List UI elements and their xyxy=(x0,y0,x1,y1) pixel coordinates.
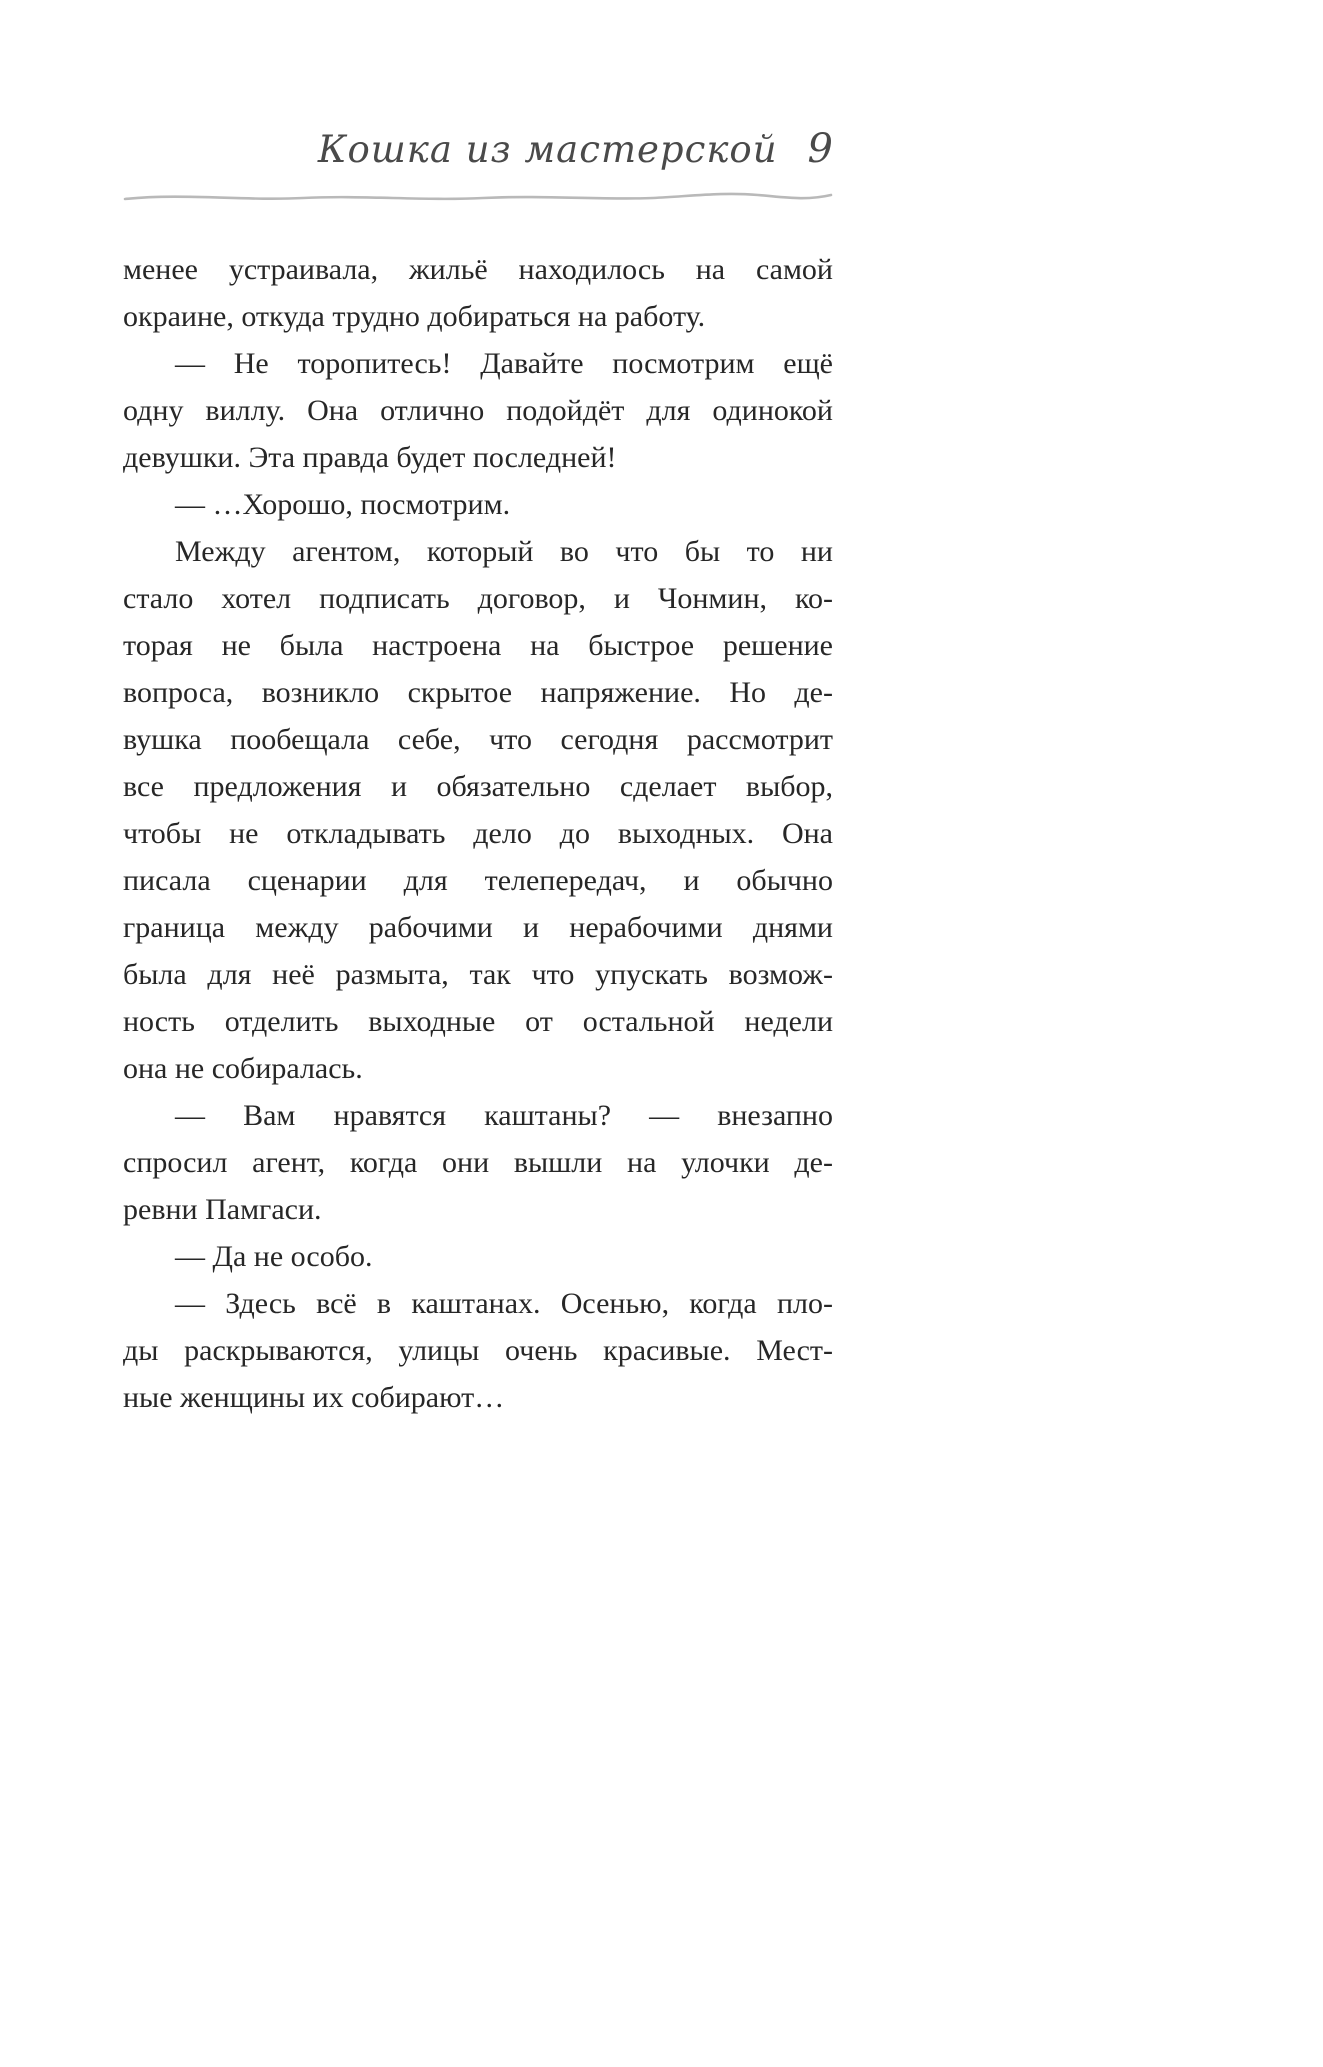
text-line: была для неё размыта, так что упускать возмож- xyxy=(123,958,833,991)
page-header xyxy=(123,126,833,172)
paragraph xyxy=(123,528,833,1092)
text-line: одну виллу. Она отлично подойдёт для одинокой xyxy=(123,394,833,427)
text-line: граница между рабочими и нерабочими днями xyxy=(123,911,833,944)
text-line: — Здесь всё в каштанах. Осенью, когда пло- xyxy=(175,1287,833,1320)
body-text xyxy=(123,246,833,1421)
text-line: вопроса, возникло скрытое напряжение. Но де- xyxy=(123,676,833,709)
text-line: стало хотел подписать договор, и Чонмин, ко- xyxy=(123,582,833,615)
text-line: — Вам нравятся каштаны? — внезапно xyxy=(175,1099,833,1132)
text-line: — Не торопитесь! Давайте посмотрим ещё xyxy=(175,347,833,380)
text-line: вушка пообещала себе, что сегодня рассмотрит xyxy=(123,723,833,756)
page-number: 9 xyxy=(807,126,833,172)
text-line: ды раскрываются, улицы очень красивые. Мест- xyxy=(123,1334,833,1367)
text-line: Между агентом, который во что бы то ни xyxy=(175,535,833,568)
paragraph xyxy=(123,246,833,340)
text-line: окраине, откуда трудно добираться на работу. xyxy=(123,300,706,333)
text-line: она не собиралась. xyxy=(123,1052,363,1085)
text-line: писала сценарии для телепередач, и обычно xyxy=(123,864,833,897)
text-line: девушки. Эта правда будет последней! xyxy=(123,441,617,474)
page-content xyxy=(123,0,833,1421)
text-line: — …Хорошо, посмотрим. xyxy=(175,488,511,521)
paragraph xyxy=(123,1233,833,1280)
wavy-divider xyxy=(123,188,833,206)
paragraph xyxy=(123,1092,833,1233)
text-line: ревни Памгаси. xyxy=(123,1193,322,1226)
paragraph xyxy=(123,1280,833,1421)
text-line: спросил агент, когда они вышли на улочки де- xyxy=(123,1146,833,1179)
chapter-title: Кошка из мастерской xyxy=(317,128,778,171)
text-line: все предложения и обязательно сделает выбор, xyxy=(123,770,833,803)
text-line: менее устраивала, жильё находилось на самой xyxy=(123,253,833,286)
text-line: ность отделить выходные от остальной недели xyxy=(123,1005,833,1038)
paragraph xyxy=(123,340,833,481)
paragraph xyxy=(123,481,833,528)
text-line: торая не была настроена на быстрое решение xyxy=(123,629,833,662)
text-line: чтобы не откладывать дело до выходных. Она xyxy=(123,817,833,850)
text-line: ные женщины их собирают… xyxy=(123,1381,505,1414)
text-line: — Да не особо. xyxy=(175,1240,373,1273)
